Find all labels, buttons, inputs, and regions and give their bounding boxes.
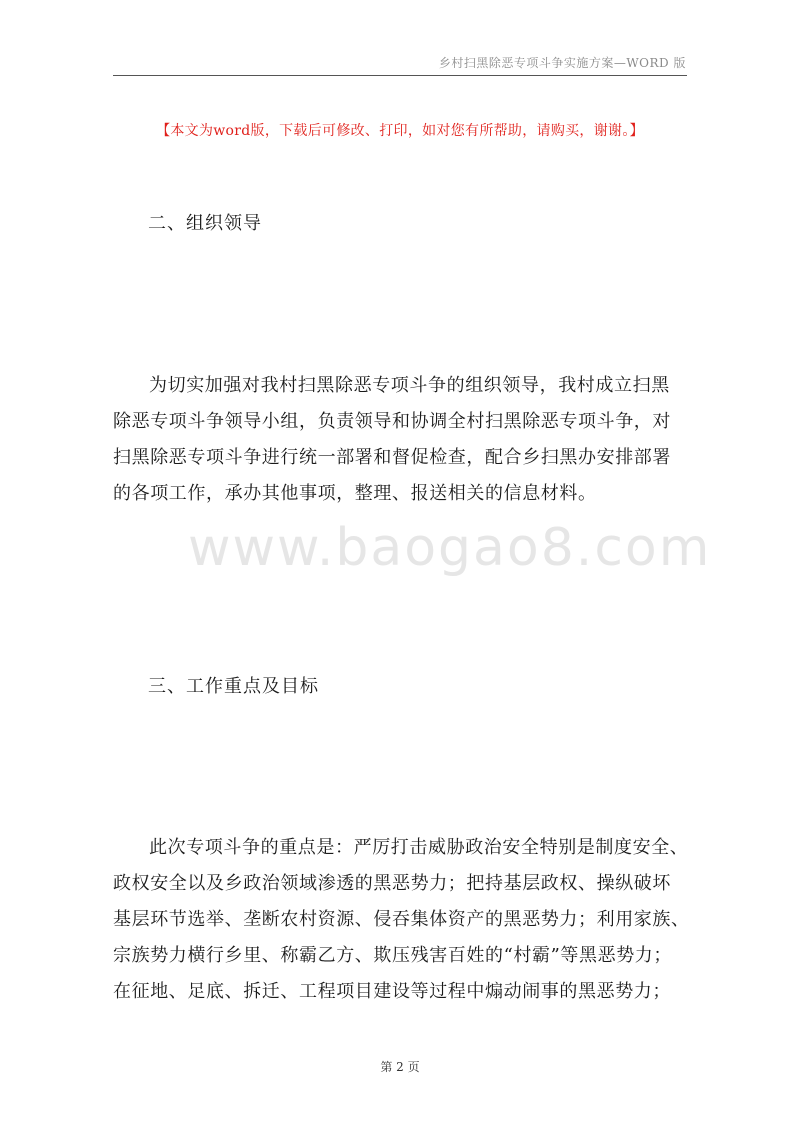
header-title: 乡村扫黑除恶专项斗争实施方案—WORD 版 — [438, 56, 686, 70]
section-paragraph-organization — [113, 368, 687, 512]
paragraph-line: 除恶专项斗争领导小组，负责领导和协调全村扫黑除恶专项斗争，对 — [113, 411, 671, 432]
page-number: 第 2 页 — [380, 1060, 420, 1074]
paragraph-line: 的各项工作，承办其他事项，整理、报送相关的信息材料。 — [113, 483, 597, 504]
paragraph-line: 基层环节选举、垄断农村资源、侵吞集体资产的黑恶势力；利用家族、 — [113, 909, 690, 930]
header-divider — [113, 75, 687, 76]
paragraph-line: 此次专项斗争的重点是：严厉打击威胁政治安全特别是制度安全、 — [149, 837, 689, 858]
paragraph-line: 为切实加强对我村扫黑除恶专项斗争的组织领导，我村成立扫黑 — [149, 375, 670, 396]
paragraph-line: 扫黑除恶专项斗争进行统一部署和督促检查，配合乡扫黑办安排部署 — [113, 447, 671, 468]
purchase-notice: 【本文为word版，下载后可修改、打印，如对您有所帮助，请购买，谢谢。】 — [156, 123, 644, 139]
section-paragraph-focus-goals — [113, 830, 690, 1010]
section-heading-focus-goals: 三、工作重点及目标 — [148, 676, 319, 697]
paragraph-line: 政权安全以及乡政治领域渗透的黑恶势力；把持基层政权、操纵破坏 — [113, 873, 671, 894]
paragraph-line: 在征地、足底、拆迁、工程项目建设等过程中煽动闹事的黑恶势力； — [113, 981, 671, 1002]
watermark-text: www.baogao8.com — [188, 518, 712, 578]
paragraph-line: 宗族势力横行乡里、称霸乙方、欺压残害百姓的“村霸”等黑恶势力； — [113, 945, 673, 966]
section-heading-organization: 二、组织领导 — [148, 213, 262, 234]
